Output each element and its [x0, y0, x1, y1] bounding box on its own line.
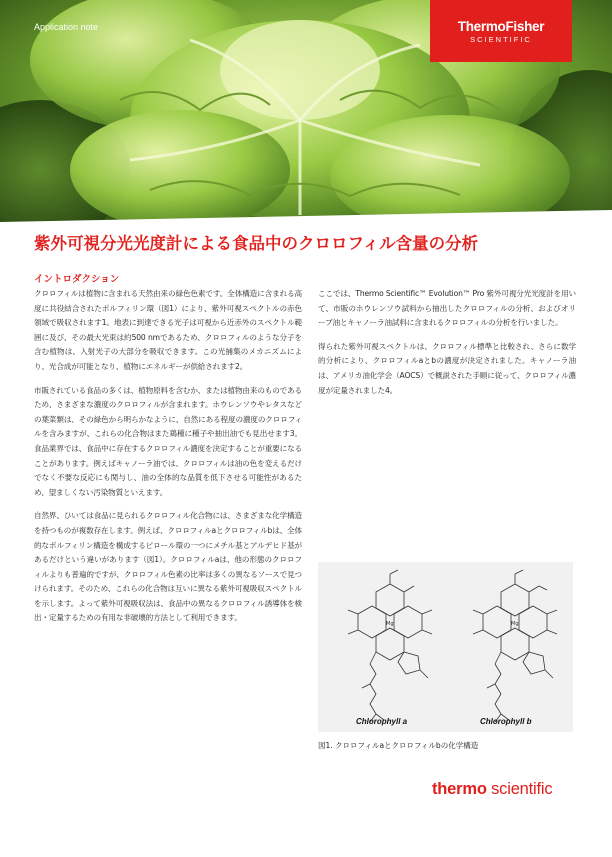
figure-chlorophyll-structures	[318, 562, 573, 732]
intro-paragraph-3: 自然界、ひいては食品に見られるクロロフィル化合物には、さまざまな化学構造を持つものが複数存在します。例えば、クロロフィルaとクロロフィルbは、全体的なポルフィリン構造を構成するピロール環の一つにメチル基とアルデヒド基があるだけという違いがあります（図1）。クロロフィルaは、他の形態のクロロフィルよりも普遍的ですが、クロロフィル色素の比率は多くの異なるソースで見つけられます。そのため、これらの化合物は互いに異なる紫外可視吸収スペクトルを示します。よって紫外可視吸収法は、食品中の異なるクロロフィル誘導体を検出・定量するための有用な非破壊的方法として利用できます。	[34, 511, 302, 623]
application-note-label: Application note	[34, 22, 99, 32]
page-title: 紫外可視分光光度計による食品中のクロロフィル含量の分析	[34, 234, 479, 253]
intro-paragraph-1: クロロフィルは植物に含まれる天然由来の緑色色素です。全体構造に含まれる高度に共役結合されたポルフィリン環（図1）により、紫外可視スペクトルの赤色領域で吸収されます1。地表に到達できる光子は可視から近赤外のスペクトル範囲に及び、その最大光束は約500 nmであるため、クロロフィルのような分子を含む植物は、入射光子の大部分を吸収できます。この光捕集のメカニズムにより、光合成が可能となり、植物にエネルギーが供給されます2。	[34, 289, 302, 371]
thermofisher-logo	[430, 0, 572, 62]
hero-image-lettuce	[0, 0, 612, 222]
left-column	[34, 271, 302, 635]
intro-paragraph-2: 市販されている食品の多くは、植物原料を含むか、または植物由来のものであるため、さまざまな濃度のクロロフィルが含まれます。ホウレンソウやレタスなどの葉菜類は、その緑色から明らかなように、自然にある程度の濃度のクロロフィルを含みますが、これらの化合物はまた鶏種に種子や抽出油でも見出せます3。食品業界では、食品中に存在するクロロフィル濃度を決定することが重要になることがあります。例えばキャノーラ油では、クロロフィルは油の色を変えるだけでなく不要な反応にも関与し、油の全体的な品質を低下させる可能性があるため、望ましくない汚染物質といえます。	[34, 385, 302, 497]
right-column	[318, 287, 576, 407]
right-paragraph-1: ここでは、Thermo Scientific™ Evolution™ Pro 紫外可視分光光度計を用いて、市販のホウレンソウ試料から抽出したクロロフィルの分析、およびオリーブ油とキャノーラ油試料に含まれるクロロフィルの分析を行いました。	[318, 289, 576, 328]
brand-name: ThermoFisher	[457, 19, 545, 34]
svg-text:Mg: Mg	[386, 621, 394, 627]
right-paragraph-2: 得られた紫外可視スペクトルは、クロロフィル標準と比較され、さらに数学的分析により、クロロフィルaとbの濃度が決定されました。キャノーラ油は、アメリカ油化学会（AOCS）で概説された手順に従って、クロロフィル濃度が定量されました4。	[318, 341, 576, 395]
svg-text:Mg: Mg	[511, 621, 519, 627]
brand-subtitle: SCIENTIFIC	[470, 35, 532, 44]
label-chlorophyll-b: Chlorophyll b	[480, 717, 532, 726]
label-chlorophyll-a: Chlorophyll a	[356, 717, 408, 726]
logo-word-thermo: thermo	[432, 780, 487, 798]
chemical-structure-diagram	[318, 562, 573, 732]
thermo-scientific-logo	[432, 780, 552, 799]
figure-caption: 図1. クロロフィルaとクロロフィルbの化学構造	[318, 741, 479, 750]
section-heading-introduction: イントロダクション	[34, 274, 120, 285]
logo-word-scientific: scientific	[491, 780, 553, 798]
